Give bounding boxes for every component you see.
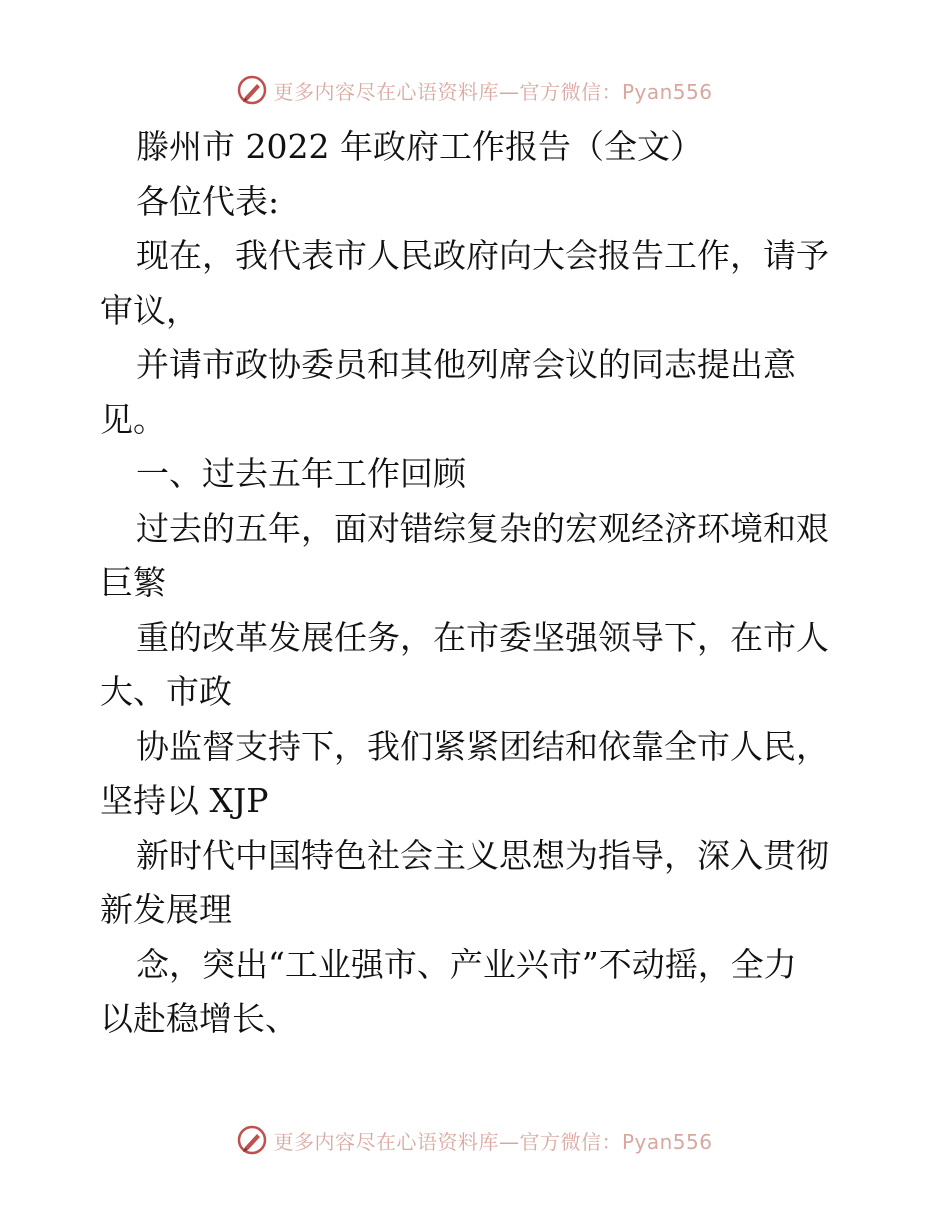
doc-line: 并请市政协委员和其他列席会议的同志提出意 xyxy=(136,345,796,384)
doc-line: 坚持以 XJP xyxy=(100,781,269,820)
doc-line: 以赴稳增长、 xyxy=(100,999,298,1038)
doc-line: 新时代中国特色社会主义思想为指导，深入贯彻 xyxy=(136,835,829,875)
doc-line: 重的改革发展任务，在市委坚强领导下，在市人 xyxy=(136,617,829,657)
footer-watermark xyxy=(0,1120,950,1160)
doc-line: 审议， xyxy=(100,290,199,330)
doc-line-section-heading: 一、过去五年工作回顾 xyxy=(136,454,466,493)
doc-line: 念，突出“工业强市、产业兴市”不动摇，全力 xyxy=(136,944,797,984)
doc-line: 大、市政 xyxy=(100,672,232,711)
doc-line: 现在，我代表市人民政府向大会报告工作，请予 xyxy=(136,236,829,275)
doc-line-title: 滕州市 2022 年政府工作报告（全文） xyxy=(136,127,703,166)
document-body xyxy=(100,120,860,1047)
doc-line: 见。 xyxy=(100,399,166,439)
watermark-text: 更多内容尽在心语资料库—官方微信：Pyan556 xyxy=(273,79,713,104)
doc-line: 新发展理 xyxy=(100,890,232,929)
doc-line: 过去的五年，面对错综复杂的宏观经济环境和艰 xyxy=(136,508,829,548)
doc-line: 各位代表: xyxy=(136,181,280,221)
doc-line: 巨繁 xyxy=(100,563,166,602)
watermark-text: 更多内容尽在心语资料库—官方微信：Pyan556 xyxy=(273,1129,713,1154)
doc-line: 协监督支持下，我们紧紧团结和依靠全市人民， xyxy=(136,726,829,766)
pen-logo-icon xyxy=(237,1125,267,1155)
header-watermark xyxy=(0,70,950,110)
pen-logo-icon xyxy=(237,75,267,105)
